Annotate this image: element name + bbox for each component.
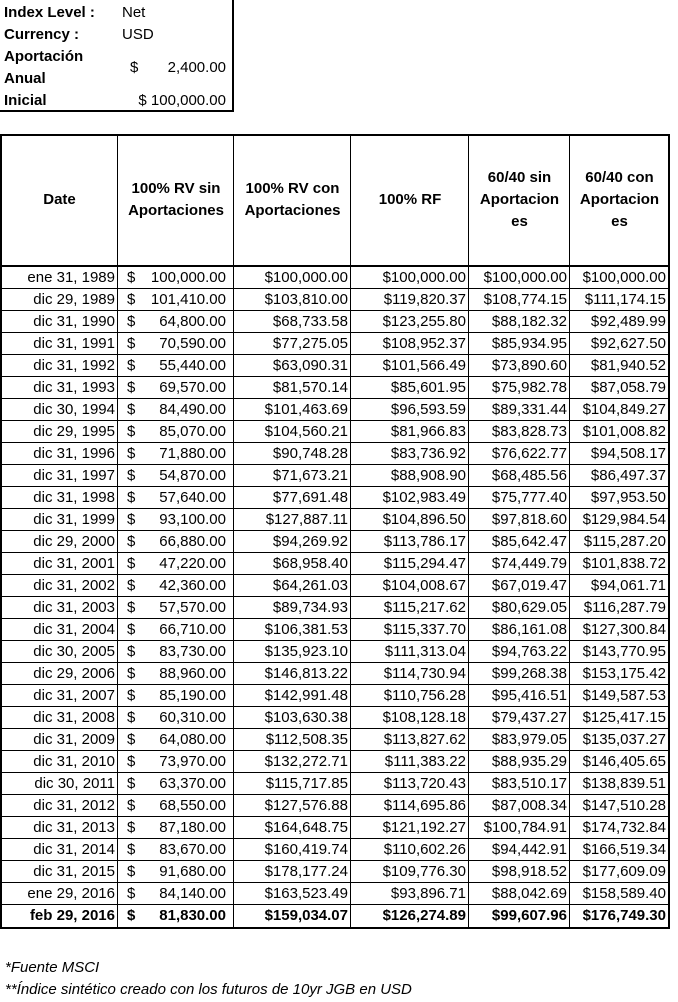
date-cell: dic 30, 2011 [34, 775, 115, 792]
mix-sin-cell: $95,416.51 [491, 687, 567, 704]
rf-cell: $113,786.17 [383, 533, 466, 550]
column-divider [233, 135, 234, 929]
mix-sin-cell: $98,918.52 [491, 863, 567, 880]
rv-sin-value: 85,190.00 [159, 687, 226, 704]
rv-sin-value: 66,710.00 [159, 621, 226, 638]
mix-sin-cell: $76,622.77 [491, 445, 567, 462]
rv-con-cell: $159,034.07 [264, 907, 348, 924]
rf-cell: $119,820.37 [383, 291, 466, 308]
mix-con-cell: $104,849.27 [582, 401, 666, 418]
currency-symbol: $ [127, 599, 136, 616]
index-level-label: Index Level : [4, 4, 95, 21]
rv-con-cell: $81,570.14 [272, 379, 348, 396]
date-cell: dic 31, 1993 [33, 379, 115, 396]
mix-con-cell: $86,497.37 [590, 467, 666, 484]
currency-symbol: $ [127, 379, 136, 396]
mix-con-cell: $135,037.27 [582, 731, 666, 748]
rv-sin-value: 83,670.00 [159, 841, 226, 858]
rv-sin-cell [118, 509, 234, 531]
header-rf-label: 100% RF [378, 191, 442, 208]
rv-sin-cell [118, 619, 234, 641]
rv-sin-cell [118, 905, 234, 927]
rv-sin-cell [118, 597, 234, 619]
rf-cell: $102,983.49 [382, 489, 466, 506]
rv-sin-cell [118, 531, 234, 553]
table-right-border [668, 135, 670, 929]
rv-con-cell: $112,508.35 [265, 731, 348, 748]
mix-con-cell: $92,627.50 [590, 335, 666, 352]
date-cell: dic 29, 2006 [33, 665, 115, 682]
rf-cell: $115,294.47 [383, 555, 466, 572]
date-cell: ene 29, 2016 [27, 885, 115, 902]
mix-con-cell: $87,058.79 [590, 379, 666, 396]
rf-cell: $88,908.90 [390, 467, 466, 484]
rv-con-cell: $127,576.88 [264, 797, 348, 814]
header-rv-con-line1: 100% RV con [245, 180, 340, 197]
rv-sin-value: 42,360.00 [159, 577, 226, 594]
currency-value: USD [122, 26, 154, 43]
header-6040-sin [469, 135, 570, 265]
rv-con-cell: $94,269.92 [272, 533, 348, 550]
mix-sin-cell: $83,979.05 [491, 731, 567, 748]
date-cell: dic 31, 2004 [33, 621, 115, 638]
currency-symbol: $ [127, 335, 136, 352]
rv-sin-value: 100,000.00 [150, 269, 226, 286]
mix-con-cell: $111,174.15 [584, 291, 666, 308]
mix-con-cell: $129,984.54 [582, 511, 666, 528]
rv-sin-value: 70,590.00 [159, 335, 226, 352]
rv-con-cell: $163,523.49 [264, 885, 348, 902]
rv-sin-value: 85,070.00 [159, 423, 226, 440]
mix-con-cell: $138,839.51 [582, 775, 666, 792]
rf-cell: $111,383.22 [384, 753, 466, 770]
date-cell: dic 31, 2008 [33, 709, 115, 726]
rv-sin-cell [118, 707, 234, 729]
column-divider [569, 135, 570, 929]
rv-con-cell: $101,463.69 [264, 401, 348, 418]
rv-con-cell: $135,923.10 [264, 643, 348, 660]
rv-sin-cell [118, 663, 234, 685]
mix-con-cell: $92,489.99 [590, 313, 666, 330]
rf-cell: $101,566.49 [382, 357, 466, 374]
rf-cell: $100,000.00 [382, 269, 466, 286]
rv-sin-value: 68,550.00 [159, 797, 226, 814]
mix-sin-cell: $75,777.40 [491, 489, 567, 506]
mix-con-cell: $176,749.30 [582, 907, 666, 924]
currency-symbol: $ [127, 313, 136, 330]
mix-sin-cell: $83,510.17 [491, 775, 567, 792]
rv-sin-cell [118, 443, 234, 465]
rv-con-cell: $68,733.58 [272, 313, 348, 330]
rv-sin-cell [118, 773, 234, 795]
rv-sin-cell [118, 751, 234, 773]
rv-sin-value: 60,310.00 [159, 709, 226, 726]
rv-sin-cell [118, 795, 234, 817]
date-cell: dic 31, 2007 [33, 687, 115, 704]
currency-label: Currency : [4, 26, 80, 43]
header-6040-con-line3: es [611, 213, 628, 230]
rv-sin-value: 88,960.00 [159, 665, 226, 682]
rf-cell: $126,274.89 [382, 907, 466, 924]
mix-con-cell: $81,940.52 [590, 357, 666, 374]
rf-cell: $104,008.67 [382, 577, 466, 594]
currency-symbol: $ [127, 797, 136, 814]
mix-sin-cell: $99,607.96 [491, 907, 567, 924]
rv-sin-value: 83,730.00 [159, 643, 226, 660]
rf-cell: $113,720.43 [383, 775, 466, 792]
mix-con-cell: $94,061.71 [590, 577, 666, 594]
mix-sin-cell: $97,818.60 [491, 511, 567, 528]
rf-cell: $115,337.70 [383, 621, 466, 638]
mix-sin-cell: $88,182.32 [491, 313, 567, 330]
header-6040-sin-line1: 60/40 sin [487, 169, 552, 186]
rv-sin-cell [118, 333, 234, 355]
currency-symbol: $ [127, 357, 136, 374]
info-bottom-border [0, 110, 234, 112]
rf-cell: $96,593.59 [390, 401, 466, 418]
currency-symbol: $ [127, 291, 136, 308]
rv-sin-cell [118, 399, 234, 421]
rf-cell: $123,255.80 [382, 313, 466, 330]
rv-sin-cell [118, 861, 234, 883]
date-cell: dic 30, 1994 [33, 401, 115, 418]
currency-symbol: $ [127, 665, 136, 682]
rv-sin-cell [118, 421, 234, 443]
rf-cell: $85,601.95 [390, 379, 466, 396]
date-cell: dic 31, 2014 [33, 841, 115, 858]
mix-sin-cell: $88,042.69 [491, 885, 567, 902]
rv-con-cell: $103,630.38 [264, 709, 348, 726]
rv-sin-value: 91,680.00 [159, 863, 226, 880]
rv-sin-value: 84,140.00 [159, 885, 226, 902]
header-rv-sin-line2: Aportaciones [128, 202, 224, 219]
aportacion-currency-symbol: $ [130, 59, 139, 76]
rv-con-cell: $115,717.85 [265, 775, 348, 792]
rv-con-cell: $77,691.48 [272, 489, 348, 506]
mix-con-cell: $97,953.50 [590, 489, 666, 506]
footnote-source: *Fuente MSCI [5, 959, 100, 976]
aportacion-label-line2: Anual [4, 70, 46, 87]
rv-sin-cell [118, 817, 234, 839]
rf-cell: $110,756.28 [383, 687, 466, 704]
table-left-border [0, 135, 2, 929]
date-cell: dic 31, 2002 [33, 577, 115, 594]
mix-sin-cell: $85,934.95 [491, 335, 567, 352]
rv-con-cell: $104,560.21 [264, 423, 348, 440]
mix-sin-cell: $108,774.15 [483, 291, 567, 308]
rv-sin-cell [118, 465, 234, 487]
rv-con-cell: $90,748.28 [272, 445, 348, 462]
currency-symbol: $ [127, 841, 136, 858]
currency-symbol: $ [127, 577, 136, 594]
mix-sin-cell: $85,642.47 [491, 533, 567, 550]
rf-cell: $108,952.37 [382, 335, 466, 352]
header-6040-con-line2: Aportacion [579, 191, 660, 208]
rf-cell: $109,776.30 [382, 863, 466, 880]
rv-con-cell: $100,000.00 [264, 269, 348, 286]
inicial-value: $ 100,000.00 [138, 92, 226, 109]
rv-sin-value: 81,830.00 [159, 907, 226, 924]
rv-sin-cell [118, 355, 234, 377]
mix-sin-cell: $89,331.44 [491, 401, 567, 418]
rv-con-cell: $89,734.93 [272, 599, 348, 616]
rv-con-cell: $77,275.05 [272, 335, 348, 352]
date-cell: dic 29, 2000 [33, 533, 115, 550]
currency-symbol: $ [127, 753, 136, 770]
info-right-border [232, 0, 234, 112]
rv-sin-value: 69,570.00 [159, 379, 226, 396]
column-divider [117, 135, 118, 929]
rv-sin-cell [118, 729, 234, 751]
rv-con-cell: $132,272.71 [264, 753, 348, 770]
aportacion-label-line1: Aportación [4, 48, 84, 65]
mix-con-cell: $115,287.20 [583, 533, 666, 550]
currency-symbol: $ [127, 621, 136, 638]
rv-sin-value: 63,370.00 [159, 775, 226, 792]
rv-sin-value: 84,490.00 [159, 401, 226, 418]
header-rf [351, 135, 469, 265]
rf-cell: $108,128.18 [382, 709, 466, 726]
mix-con-cell: $158,589.40 [582, 885, 666, 902]
mix-sin-cell: $100,000.00 [483, 269, 567, 286]
date-cell: dic 31, 2012 [33, 797, 115, 814]
date-cell: ene 31, 1989 [27, 269, 115, 286]
rv-con-cell: $103,810.00 [264, 291, 348, 308]
currency-symbol: $ [127, 555, 136, 572]
header-6040-sin-line2: Aportacion [479, 191, 560, 208]
date-cell: dic 31, 1996 [33, 445, 115, 462]
mix-con-cell: $149,587.53 [582, 687, 666, 704]
mix-con-cell: $127,300.84 [582, 621, 666, 638]
rf-cell: $115,217.62 [383, 599, 466, 616]
rf-cell: $83,736.92 [390, 445, 466, 462]
currency-symbol: $ [127, 467, 136, 484]
date-cell: dic 31, 2003 [33, 599, 115, 616]
currency-symbol: $ [127, 819, 136, 836]
header-date [1, 135, 118, 265]
rv-sin-value: 47,220.00 [159, 555, 226, 572]
index-level-value: Net [122, 4, 146, 21]
mix-con-cell: $116,287.79 [583, 599, 666, 616]
rv-con-cell: $160,419.74 [264, 841, 348, 858]
mix-sin-cell: $68,485.56 [491, 467, 567, 484]
date-cell: dic 31, 2013 [33, 819, 115, 836]
header-6040-con [570, 135, 669, 265]
aportacion-value: 2,400.00 [167, 59, 226, 76]
rv-sin-value: 54,870.00 [159, 467, 226, 484]
rf-cell: $114,695.86 [383, 797, 466, 814]
rv-sin-value: 87,180.00 [159, 819, 226, 836]
header-rv-sin [118, 135, 234, 265]
rv-sin-value: 101,410.00 [150, 291, 226, 308]
mix-con-cell: $143,770.95 [582, 643, 666, 660]
date-cell: dic 30, 2005 [33, 643, 115, 660]
header-6040-sin-line3: es [511, 213, 528, 230]
mix-con-cell: $166,519.34 [582, 841, 666, 858]
rv-sin-cell [118, 377, 234, 399]
rf-cell: $111,313.04 [384, 643, 466, 660]
rf-cell: $93,896.71 [390, 885, 466, 902]
currency-symbol: $ [127, 863, 136, 880]
date-cell: feb 29, 2016 [29, 907, 115, 924]
mix-sin-cell: $73,890.60 [491, 357, 567, 374]
currency-symbol: $ [127, 731, 136, 748]
mix-con-cell: $177,609.09 [582, 863, 666, 880]
rv-con-cell: $142,991.48 [264, 687, 348, 704]
mix-sin-cell: $83,828.73 [491, 423, 567, 440]
rv-sin-cell [118, 575, 234, 597]
rv-sin-cell [118, 311, 234, 333]
date-cell: dic 31, 2010 [33, 753, 115, 770]
mix-sin-cell: $80,629.05 [491, 599, 567, 616]
currency-symbol: $ [127, 445, 136, 462]
currency-symbol: $ [127, 885, 136, 902]
date-cell: dic 31, 2009 [33, 731, 115, 748]
currency-symbol: $ [127, 423, 136, 440]
rv-sin-cell [118, 553, 234, 575]
date-cell: dic 31, 2001 [33, 555, 115, 572]
date-cell: dic 31, 1997 [33, 467, 115, 484]
currency-symbol: $ [127, 775, 136, 792]
currency-symbol: $ [127, 533, 136, 550]
mix-sin-cell: $75,982.78 [491, 379, 567, 396]
mix-sin-cell: $67,019.47 [491, 577, 567, 594]
rv-sin-cell [118, 839, 234, 861]
header-6040-con-line1: 60/40 con [585, 169, 654, 186]
rv-sin-value: 57,640.00 [159, 489, 226, 506]
mix-con-cell: $153,175.42 [582, 665, 666, 682]
date-cell: dic 29, 1989 [33, 291, 115, 308]
rf-cell: $121,192.27 [382, 819, 466, 836]
mix-sin-cell: $100,784.91 [483, 819, 567, 836]
date-cell: dic 31, 1990 [33, 313, 115, 330]
header-rv-sin-line1: 100% RV sin [131, 180, 221, 197]
rv-sin-cell [118, 641, 234, 663]
rv-sin-value: 55,440.00 [159, 357, 226, 374]
mix-con-cell: $101,838.72 [582, 555, 666, 572]
mix-sin-cell: $99,268.38 [491, 665, 567, 682]
rv-sin-value: 93,100.00 [159, 511, 226, 528]
rf-cell: $114,730.94 [383, 665, 466, 682]
header-date-label: Date [43, 191, 76, 208]
rf-cell: $110,602.26 [383, 841, 466, 858]
mix-con-cell: $174,732.84 [582, 819, 666, 836]
rv-con-cell: $164,648.75 [264, 819, 348, 836]
date-cell: dic 31, 1999 [33, 511, 115, 528]
rv-sin-cell [118, 487, 234, 509]
header-rv-con [234, 135, 351, 265]
mix-sin-cell: $79,437.27 [491, 709, 567, 726]
currency-symbol: $ [127, 401, 136, 418]
mix-sin-cell: $94,442.91 [491, 841, 567, 858]
currency-symbol: $ [127, 907, 136, 924]
currency-symbol: $ [127, 489, 136, 506]
rv-con-cell: $64,261.03 [272, 577, 348, 594]
currency-symbol: $ [127, 709, 136, 726]
footnote-index: **Índice sintético creado con los futuros de 10yr JGB en USD [5, 981, 412, 998]
column-divider [468, 135, 469, 929]
mix-con-cell: $100,000.00 [582, 269, 666, 286]
rv-con-cell: $178,177.24 [264, 863, 348, 880]
mix-sin-cell: $88,935.29 [491, 753, 567, 770]
rv-sin-cell [118, 267, 234, 289]
mix-con-cell: $146,405.65 [582, 753, 666, 770]
currency-symbol: $ [127, 643, 136, 660]
column-divider [350, 135, 351, 929]
rv-sin-cell [118, 883, 234, 905]
inicial-label: Inicial [4, 92, 47, 109]
date-cell: dic 31, 2015 [33, 863, 115, 880]
rf-cell: $104,896.50 [382, 511, 466, 528]
currency-symbol: $ [127, 511, 136, 528]
rv-sin-cell [118, 685, 234, 707]
currency-symbol: $ [127, 269, 136, 286]
rf-cell: $113,827.62 [383, 731, 466, 748]
mix-sin-cell: $74,449.79 [491, 555, 567, 572]
mix-con-cell: $101,008.82 [582, 423, 666, 440]
date-cell: dic 31, 1991 [33, 335, 115, 352]
rv-sin-value: 71,880.00 [159, 445, 226, 462]
rv-sin-value: 57,570.00 [159, 599, 226, 616]
mix-sin-cell: $87,008.34 [491, 797, 567, 814]
rf-cell: $81,966.83 [390, 423, 466, 440]
mix-sin-cell: $94,763.22 [491, 643, 567, 660]
rv-sin-value: 66,880.00 [159, 533, 226, 550]
rv-con-cell: $68,958.40 [272, 555, 348, 572]
rv-sin-value: 73,970.00 [159, 753, 226, 770]
mix-con-cell: $125,417.15 [582, 709, 666, 726]
rv-sin-value: 64,800.00 [159, 313, 226, 330]
rv-con-cell: $127,887.11 [265, 511, 348, 528]
rv-sin-cell [118, 289, 234, 311]
date-cell: dic 29, 1995 [33, 423, 115, 440]
rv-con-cell: $63,090.31 [272, 357, 348, 374]
rv-con-cell: $71,673.21 [272, 467, 348, 484]
currency-symbol: $ [127, 687, 136, 704]
mix-sin-cell: $86,161.08 [491, 621, 567, 638]
date-cell: dic 31, 1992 [33, 357, 115, 374]
rv-con-cell: $106,381.53 [264, 621, 348, 638]
header-rv-con-line2: Aportaciones [244, 202, 341, 219]
date-cell: dic 31, 1998 [33, 489, 115, 506]
mix-con-cell: $147,510.28 [582, 797, 666, 814]
mix-con-cell: $94,508.17 [590, 445, 666, 462]
rv-sin-value: 64,080.00 [159, 731, 226, 748]
rv-con-cell: $146,813.22 [264, 665, 348, 682]
